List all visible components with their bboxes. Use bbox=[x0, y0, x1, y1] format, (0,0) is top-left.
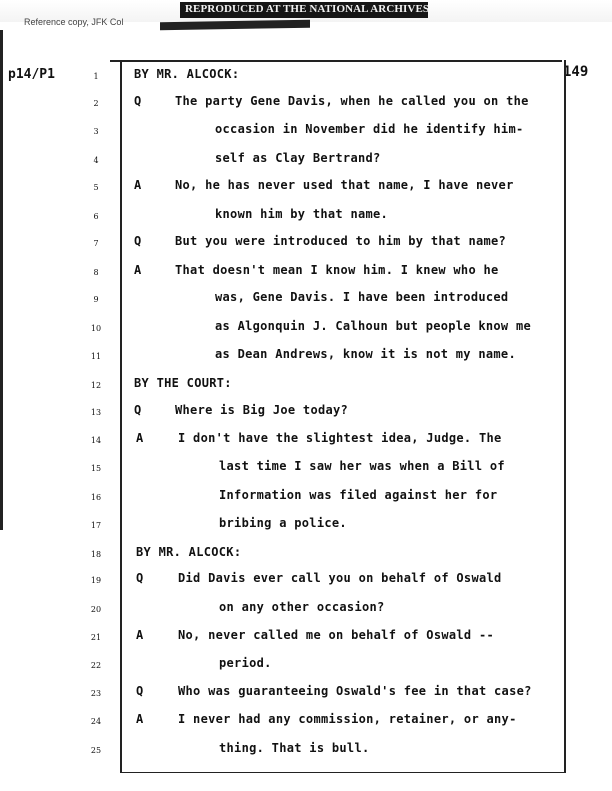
transcript-line bbox=[0, 431, 612, 451]
transcript-text: occasion in November did he identify him- bbox=[215, 122, 524, 136]
transcript-line bbox=[0, 178, 612, 198]
speaker-heading: BY THE COURT: bbox=[134, 376, 232, 390]
transcript-text: bribing a police. bbox=[219, 516, 347, 530]
transcript-text: The party Gene Davis, when he called you on the bbox=[175, 94, 529, 108]
line-number: 20 bbox=[90, 605, 102, 614]
transcript-line bbox=[0, 628, 612, 648]
transcript-line bbox=[0, 67, 612, 87]
transcript-text: last time I saw her was when a Bill of bbox=[219, 459, 505, 473]
transcript-line bbox=[0, 151, 612, 171]
transcript-text: But you were introduced to him by that name? bbox=[175, 234, 507, 248]
line-number: 11 bbox=[90, 352, 102, 361]
line-number: 2 bbox=[93, 99, 99, 108]
transcript-line bbox=[0, 545, 612, 565]
line-number: 17 bbox=[90, 521, 102, 530]
transcript-text: was, Gene Davis. I have been introduced bbox=[215, 290, 509, 304]
redaction-bar bbox=[160, 20, 310, 31]
transcript-line bbox=[0, 319, 612, 339]
transcript-text: as Algonquin J. Calhoun but people know me bbox=[215, 319, 532, 333]
transcript-text: I never had any commission, retainer, or any- bbox=[178, 712, 517, 726]
line-number: 16 bbox=[90, 493, 102, 502]
question-marker: Q bbox=[136, 684, 144, 698]
transcript-line bbox=[0, 459, 612, 479]
transcript-line bbox=[0, 347, 612, 367]
transcript-text: as Dean Andrews, know it is not my name. bbox=[215, 347, 516, 361]
transcript-line bbox=[0, 263, 612, 283]
question-marker: Q bbox=[134, 94, 142, 108]
transcript-text: period. bbox=[219, 656, 272, 670]
line-number: 1 bbox=[93, 72, 99, 81]
question-marker: Q bbox=[134, 403, 142, 417]
line-number: 25 bbox=[90, 746, 102, 755]
transcript-line bbox=[0, 741, 612, 761]
line-number: 9 bbox=[93, 295, 99, 304]
line-number: 15 bbox=[90, 464, 102, 473]
line-number: 12 bbox=[90, 381, 102, 390]
transcript-text: thing. That is bull. bbox=[219, 741, 370, 755]
transcript-line bbox=[0, 488, 612, 508]
line-number: 10 bbox=[90, 324, 102, 333]
transcript-line bbox=[0, 290, 612, 310]
line-number: 13 bbox=[90, 408, 102, 417]
answer-marker: A bbox=[136, 431, 144, 445]
transcript-line bbox=[0, 712, 612, 732]
page-number: 149 bbox=[563, 64, 589, 80]
transcript-text: self as Clay Bertrand? bbox=[215, 151, 381, 165]
transcript-line bbox=[0, 684, 612, 704]
transcript-line bbox=[0, 94, 612, 114]
speaker-heading: BY MR. ALCOCK: bbox=[136, 545, 242, 559]
transcript-line bbox=[0, 403, 612, 423]
reference-copy-stamp: Reference copy, JFK Col bbox=[24, 17, 124, 27]
answer-marker: A bbox=[134, 263, 142, 277]
line-number: 21 bbox=[90, 633, 102, 642]
answer-marker: A bbox=[136, 712, 144, 726]
question-marker: Q bbox=[136, 571, 144, 585]
line-number: 18 bbox=[90, 550, 102, 559]
transcript-text: No, never called me on behalf of Oswald -- bbox=[178, 628, 495, 642]
answer-marker: A bbox=[134, 178, 142, 192]
transcript-line bbox=[0, 656, 612, 676]
speaker-heading: BY MR. ALCOCK: bbox=[134, 67, 240, 81]
transcript-line bbox=[0, 516, 612, 536]
line-number: 7 bbox=[93, 239, 99, 248]
line-number: 22 bbox=[90, 661, 102, 670]
line-number: 19 bbox=[90, 576, 102, 585]
transcript-text: I don't have the slightest idea, Judge. The bbox=[178, 431, 502, 445]
transcript-text: known him by that name. bbox=[215, 207, 389, 221]
line-number: 14 bbox=[90, 436, 102, 445]
transcript-text: on any other occasion? bbox=[219, 600, 385, 614]
line-number: 8 bbox=[93, 268, 99, 277]
transcript-line bbox=[0, 207, 612, 227]
transcript-line bbox=[0, 122, 612, 142]
transcript-line bbox=[0, 571, 612, 591]
line-number: 6 bbox=[93, 212, 99, 221]
line-number: 4 bbox=[93, 156, 99, 165]
archive-banner: REPRODUCED AT THE NATIONAL ARCHIVES bbox=[185, 3, 430, 15]
line-number: 3 bbox=[93, 127, 99, 136]
transcript-text: That doesn't mean I know him. I knew who he bbox=[175, 263, 499, 277]
line-number: 5 bbox=[93, 183, 99, 192]
transcript-line bbox=[0, 376, 612, 396]
transcript-line bbox=[0, 234, 612, 254]
transcript-text: Did Davis ever call you on behalf of Oswald bbox=[178, 571, 502, 585]
transcript-text: Who was guaranteeing Oswald's fee in that case? bbox=[178, 684, 532, 698]
question-marker: Q bbox=[134, 234, 142, 248]
line-number: 24 bbox=[90, 717, 102, 726]
transcript-text: Information was filed against her for bbox=[219, 488, 498, 502]
transcript-line bbox=[0, 600, 612, 620]
transcript-text: No, he has never used that name, I have never bbox=[175, 178, 514, 192]
answer-marker: A bbox=[136, 628, 144, 642]
page-id: p14/P1 bbox=[8, 67, 55, 82]
transcript-text: Where is Big Joe today? bbox=[175, 403, 349, 417]
line-number: 23 bbox=[90, 689, 102, 698]
